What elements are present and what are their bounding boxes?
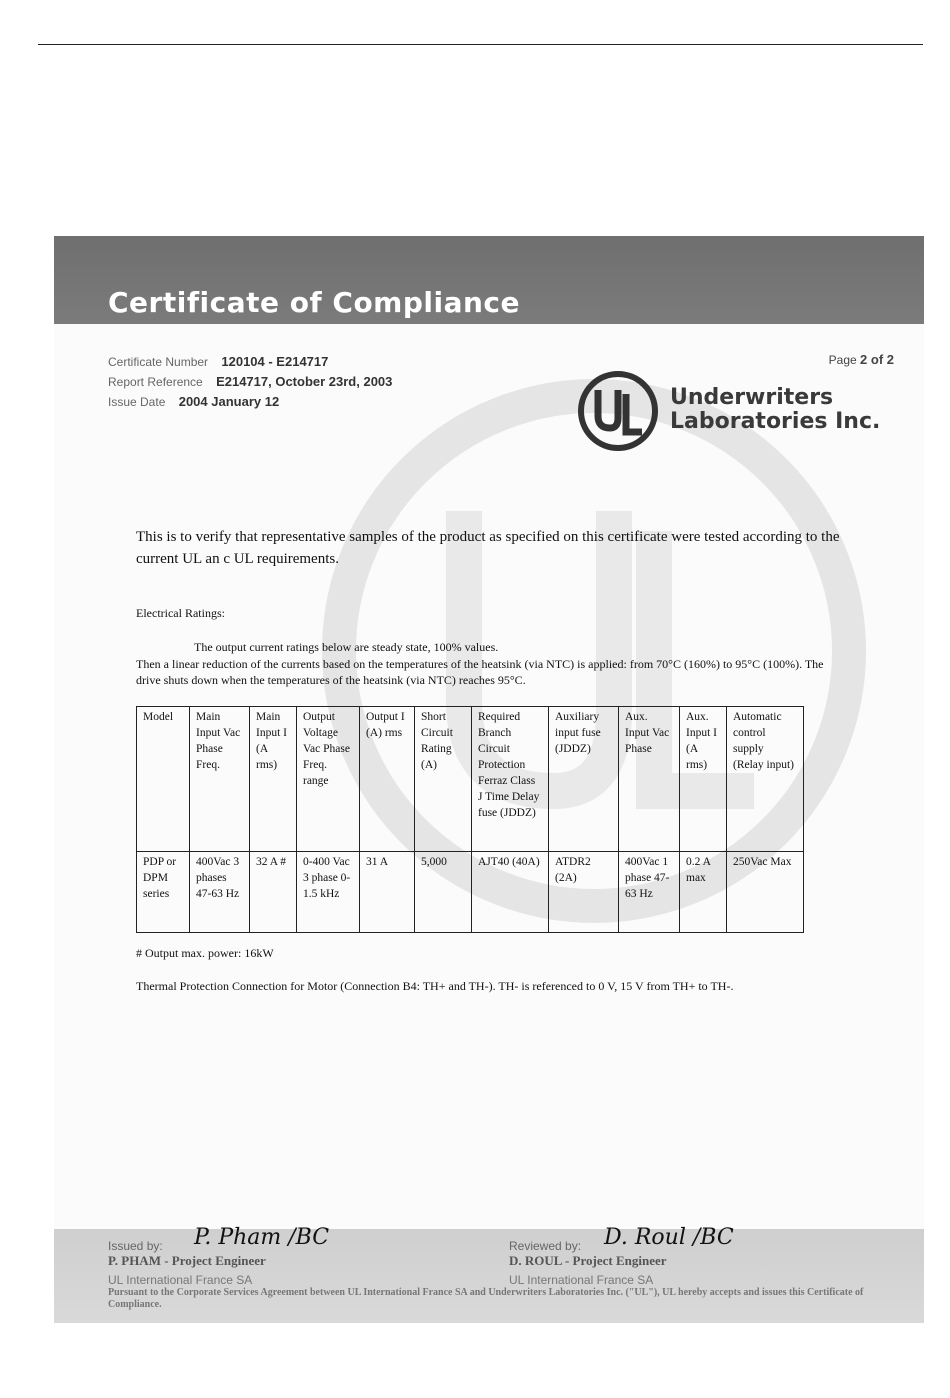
certificate-title: Certificate of Compliance bbox=[108, 286, 521, 319]
table-cell: 31 A bbox=[360, 852, 415, 933]
ul-logo bbox=[576, 370, 881, 452]
table-header-cell: Auxiliary input fuse (JDDZ) bbox=[549, 707, 619, 852]
table-header-cell: Main Input Vac Phase Freq. bbox=[190, 707, 250, 852]
table-cell: 0.2 A max bbox=[680, 852, 727, 933]
table-cell: 5,000 bbox=[415, 852, 472, 933]
table-cell: 32 A # bbox=[250, 852, 297, 933]
table-header-cell: Aux. Input I (A rms) bbox=[680, 707, 727, 852]
page-value: 2 of 2 bbox=[860, 352, 894, 367]
issued-by-label: Issued by: bbox=[108, 1239, 163, 1253]
page-prefix: Page bbox=[828, 353, 861, 367]
table-cell: PDP or DPM series bbox=[137, 852, 190, 933]
reviewed-signature: D. Roul /BC bbox=[604, 1225, 734, 1250]
ratings-table bbox=[136, 706, 804, 933]
issued-signature: P. Pham /BC bbox=[194, 1225, 330, 1250]
power-note: # Output max. power: 16kW bbox=[136, 946, 274, 960]
issued-by-name: P. PHAM - Project Engineer bbox=[108, 1253, 266, 1268]
table-header-cell: Output I (A) rms bbox=[360, 707, 415, 852]
thermal-protection-note: Thermal Protection Connection for Motor (Connection B4: TH+ and TH-). TH- is referenced to 0 V, 15 V from TH+ to TH-. bbox=[136, 979, 734, 993]
certificate-page bbox=[54, 236, 924, 1323]
table-header-cell: Output Voltage Vac Phase Freq. range bbox=[297, 707, 360, 852]
meta-certificate-number bbox=[108, 352, 392, 372]
reviewed-by-org: UL International France SA bbox=[509, 1273, 654, 1287]
certificate-footer bbox=[54, 1225, 924, 1323]
verification-statement: This is to verify that representative samples of the product as specified on this certificate were tested according to the current UL an c UL requirements. bbox=[136, 529, 840, 567]
title-banner bbox=[54, 236, 924, 324]
meta-value: E214717, October 23rd, 2003 bbox=[216, 374, 393, 389]
table-header-cell: Aux. Input Vac Phase bbox=[619, 707, 680, 852]
meta-issue-date bbox=[108, 392, 392, 412]
electrical-ratings-label: Electrical Ratings: bbox=[136, 606, 225, 620]
ratings-note-1: The output current ratings below are steady state, 100% values. bbox=[194, 640, 499, 654]
table-header-cell: Automatic control supply (Relay input) bbox=[727, 707, 804, 852]
ul-logo-icon bbox=[576, 370, 660, 452]
table-header-cell: Model bbox=[137, 707, 190, 852]
logo-line-2: Laboratories Inc. bbox=[670, 409, 881, 434]
table-header-cell: Short Circuit Rating (A) bbox=[415, 707, 472, 852]
table-cell: 400Vac 1 phase 47-63 Hz bbox=[619, 852, 680, 933]
table-row bbox=[137, 852, 804, 933]
table-header-row bbox=[137, 707, 804, 852]
table-cell: 250Vac Max bbox=[727, 852, 804, 933]
meta-label: Issue Date bbox=[108, 395, 166, 409]
ratings-note-2: Then a linear reduction of the currents based on the temperatures of the heatsink (via NTC) is applied: from 70°C (160%) to 95°C (100%). The drive shuts down when the temperatures of the heatsink (via NTC) reaches 95°C. bbox=[136, 657, 824, 687]
certificate-meta bbox=[108, 352, 392, 412]
table-cell: ATDR2 (2A) bbox=[549, 852, 619, 933]
table-cell: AJT40 (40A) bbox=[472, 852, 549, 933]
reviewed-by-label: Reviewed by: bbox=[509, 1239, 582, 1253]
pursuant-statement: Pursuant to the Corporate Services Agreement between UL International France SA and Underwriters Laboratories Inc. ("UL"), UL hereby accepts and issues this Certificate of Compliance. bbox=[108, 1287, 864, 1310]
meta-value: 2004 January 12 bbox=[178, 394, 280, 409]
table-header-cell: Main Input I (A rms) bbox=[250, 707, 297, 852]
meta-report-reference bbox=[108, 372, 392, 392]
issued-by-org: UL International France SA bbox=[108, 1273, 253, 1287]
page-number bbox=[829, 352, 894, 367]
table-cell: 400Vac 3 phases 47-63 Hz bbox=[190, 852, 250, 933]
ul-logo-text bbox=[670, 386, 880, 434]
top-rule bbox=[38, 44, 923, 45]
meta-label: Certificate Number bbox=[108, 355, 209, 369]
table-cell: 0-400 Vac 3 phase 0-1.5 kHz bbox=[297, 852, 360, 933]
logo-line-1: Underwriters bbox=[670, 385, 834, 410]
meta-value: 120104 - E214717 bbox=[221, 354, 329, 369]
table-header-cell: Required Branch Circuit Protection Ferraz Class J Time Delay fuse (JDDZ) bbox=[472, 707, 549, 852]
meta-label: Report Reference bbox=[108, 375, 203, 389]
reviewed-by-name: D. ROUL - Project Engineer bbox=[509, 1253, 667, 1268]
